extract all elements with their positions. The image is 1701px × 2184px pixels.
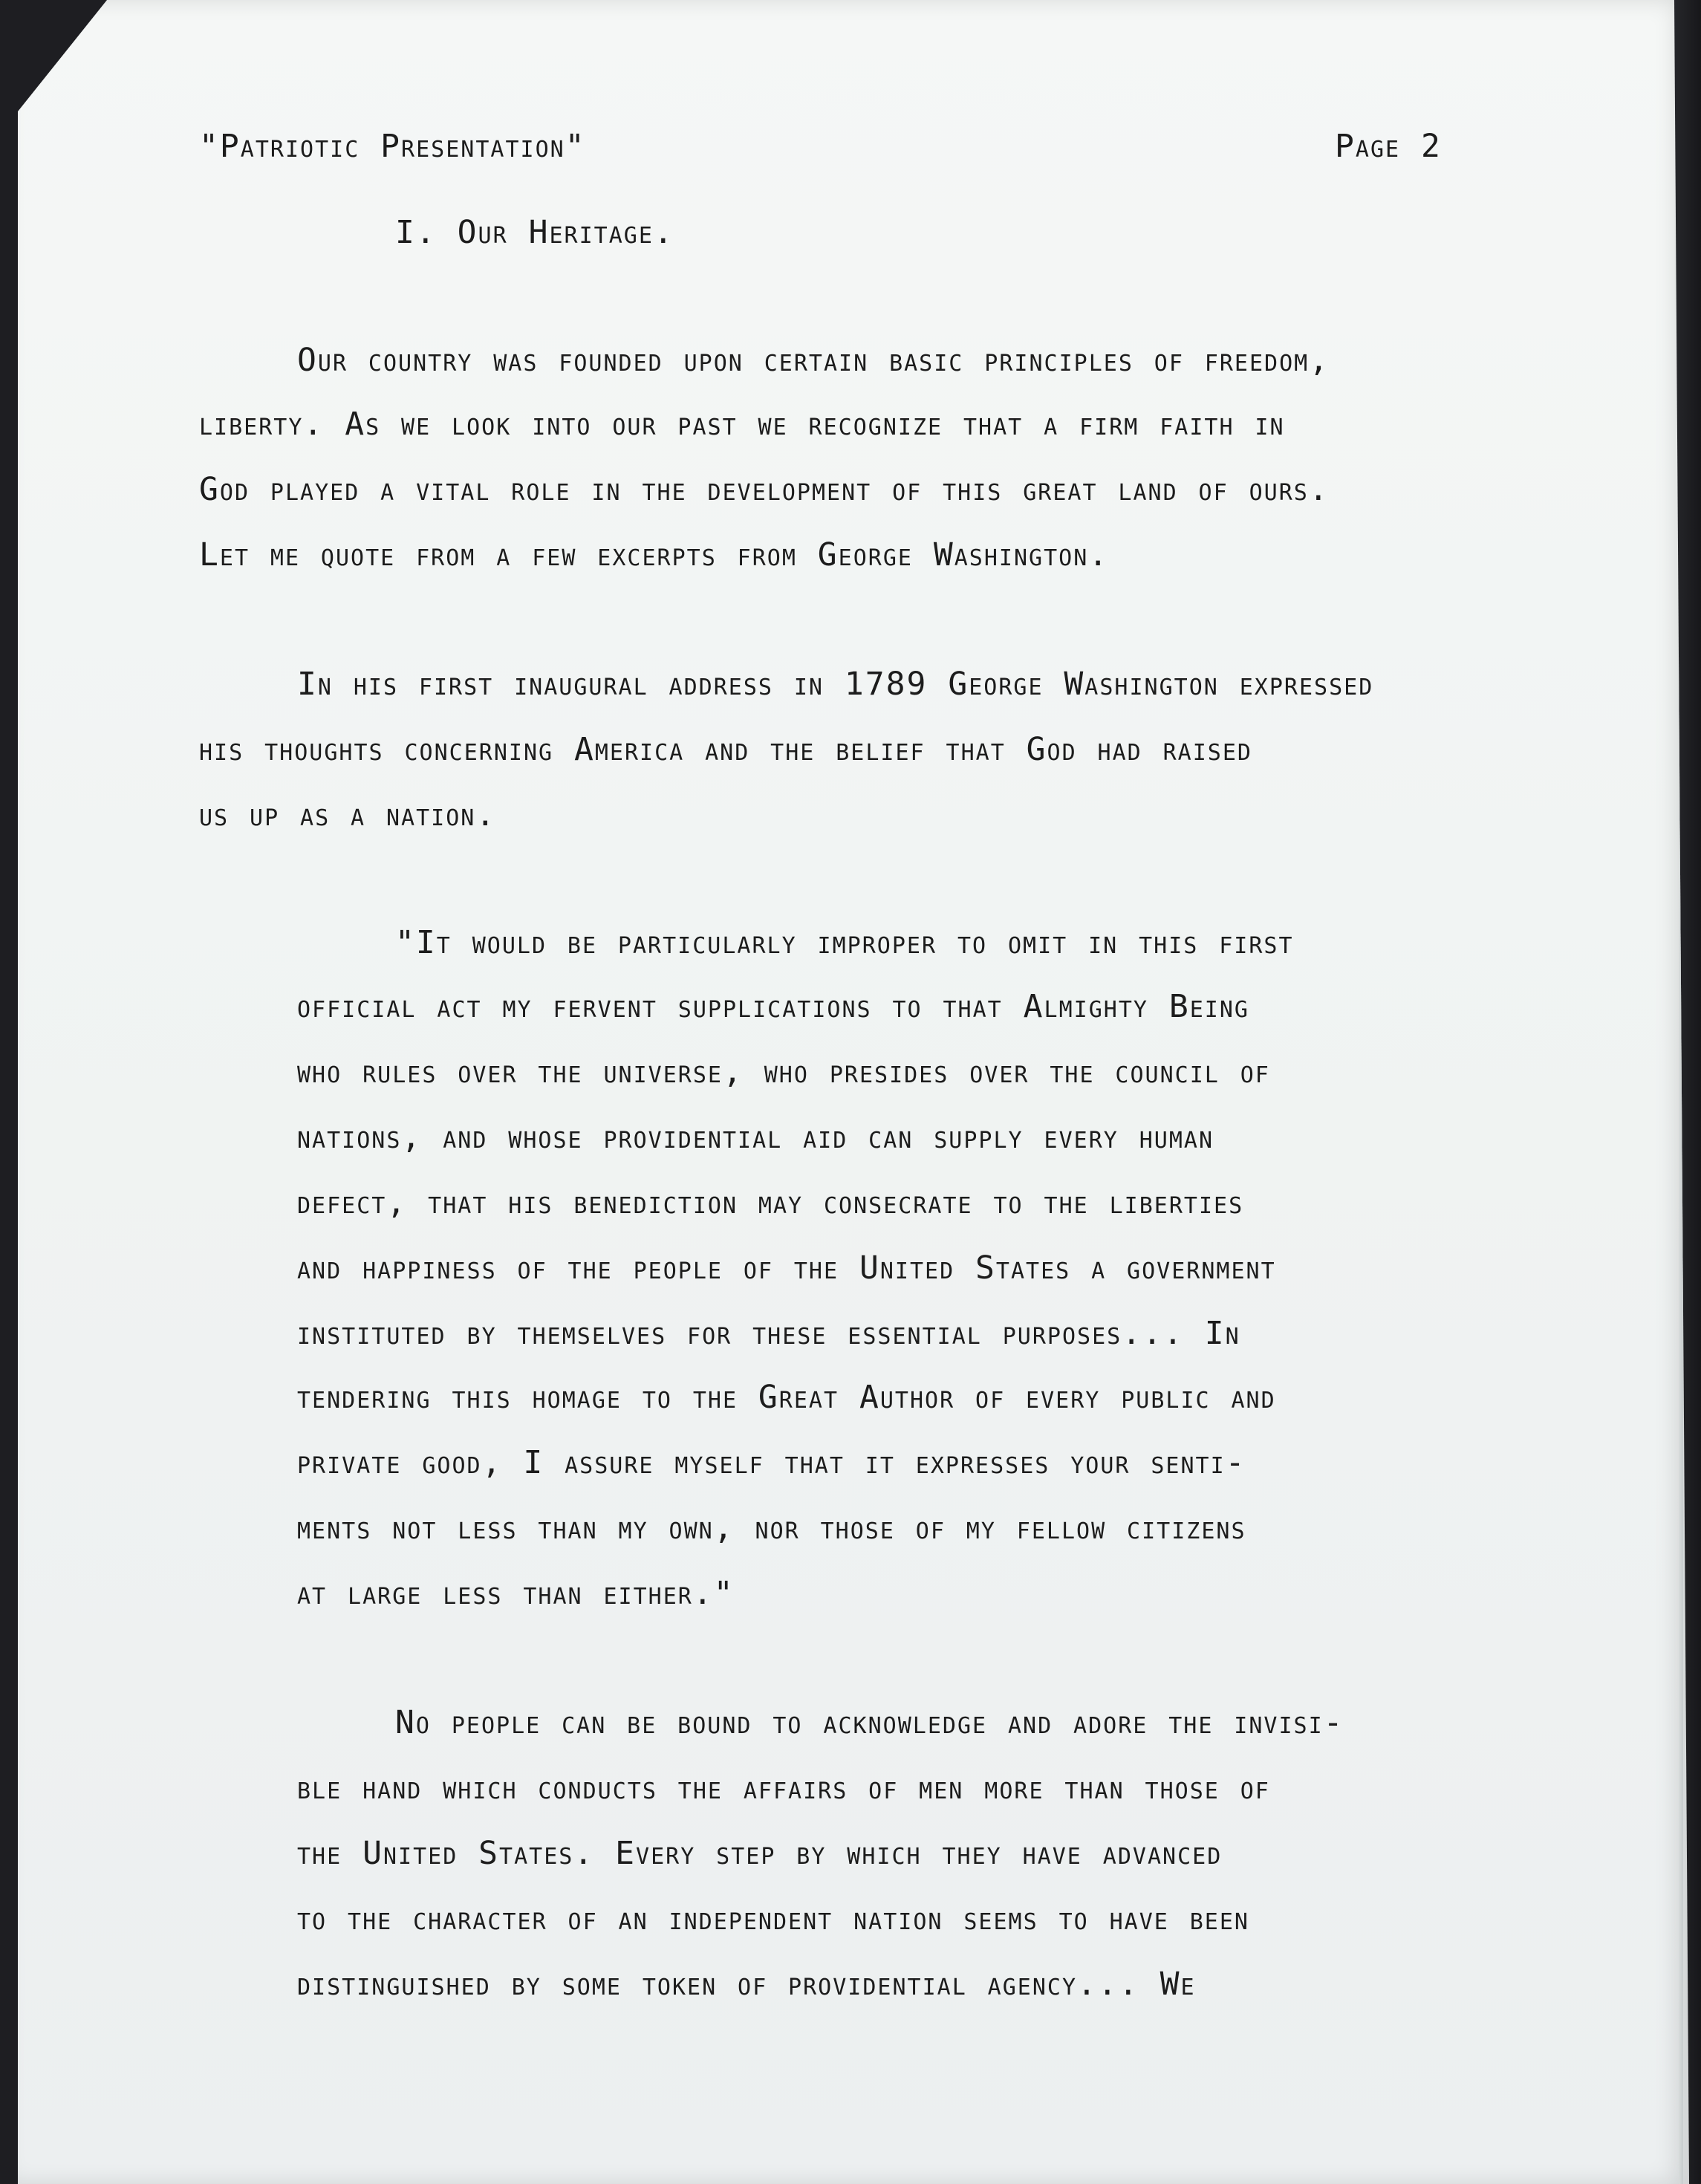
page-number: Page 2 [1335, 128, 1442, 165]
quote-line: official act my fervent supplications to that Almighty Being [297, 988, 1249, 1025]
quote-line: tendering this homage to the Great Author of every public and [297, 1379, 1276, 1416]
document-title: "Patriotic Presentation" [199, 128, 586, 165]
quote-line: instituted by themselves for these essential purposes... In [297, 1315, 1240, 1352]
quote-line: defect, that his benediction may consecrate to the liberties [297, 1184, 1244, 1221]
body-line: us up as a nation. [199, 796, 497, 833]
quote-line: ble hand which conducts the affairs of men more than those of [297, 1769, 1270, 1807]
body-line: Our country was founded upon certain basic principles of freedom, [297, 342, 1330, 379]
quote-line: nations, and whose providential aid can supply every human [297, 1119, 1214, 1156]
body-line: his thoughts concerning America and the belief that God had raised [199, 731, 1252, 768]
body-line: In his first inaugural address in 1789 George Washington expressed [297, 666, 1374, 703]
quote-line: at large less than either." [297, 1575, 735, 1612]
quote-line: distinguished by some token of providential agency... We [297, 1966, 1196, 2003]
quote-line: ments not less than my own, nor those of my fellow citizens [297, 1509, 1246, 1547]
body-line: liberty. As we look into our past we recognize that a firm faith in [199, 406, 1285, 443]
quote-line: to the character of an independent nation seems to have been [297, 1900, 1249, 1937]
section-heading: I. Our Heritage. [395, 214, 674, 251]
quote-line: and happiness of the people of the United States a government [297, 1249, 1276, 1287]
body-line: God played a vital role in the development of this great land of ours. [199, 471, 1330, 508]
quote-line: who rules over the universe, who presides over the council of [297, 1053, 1270, 1091]
quote-line: the United States. Every step by which they have advanced [297, 1835, 1223, 1872]
quote-line: "It would be particularly improper to omit in this first [395, 924, 1294, 961]
quote-line: No people can be bound to acknowledge and adore the invisi- [395, 1704, 1344, 1741]
quote-line: private good, I assure myself that it expresses your senti- [297, 1444, 1246, 1481]
body-line: Let me quote from a few excerpts from George Washington. [199, 536, 1110, 573]
